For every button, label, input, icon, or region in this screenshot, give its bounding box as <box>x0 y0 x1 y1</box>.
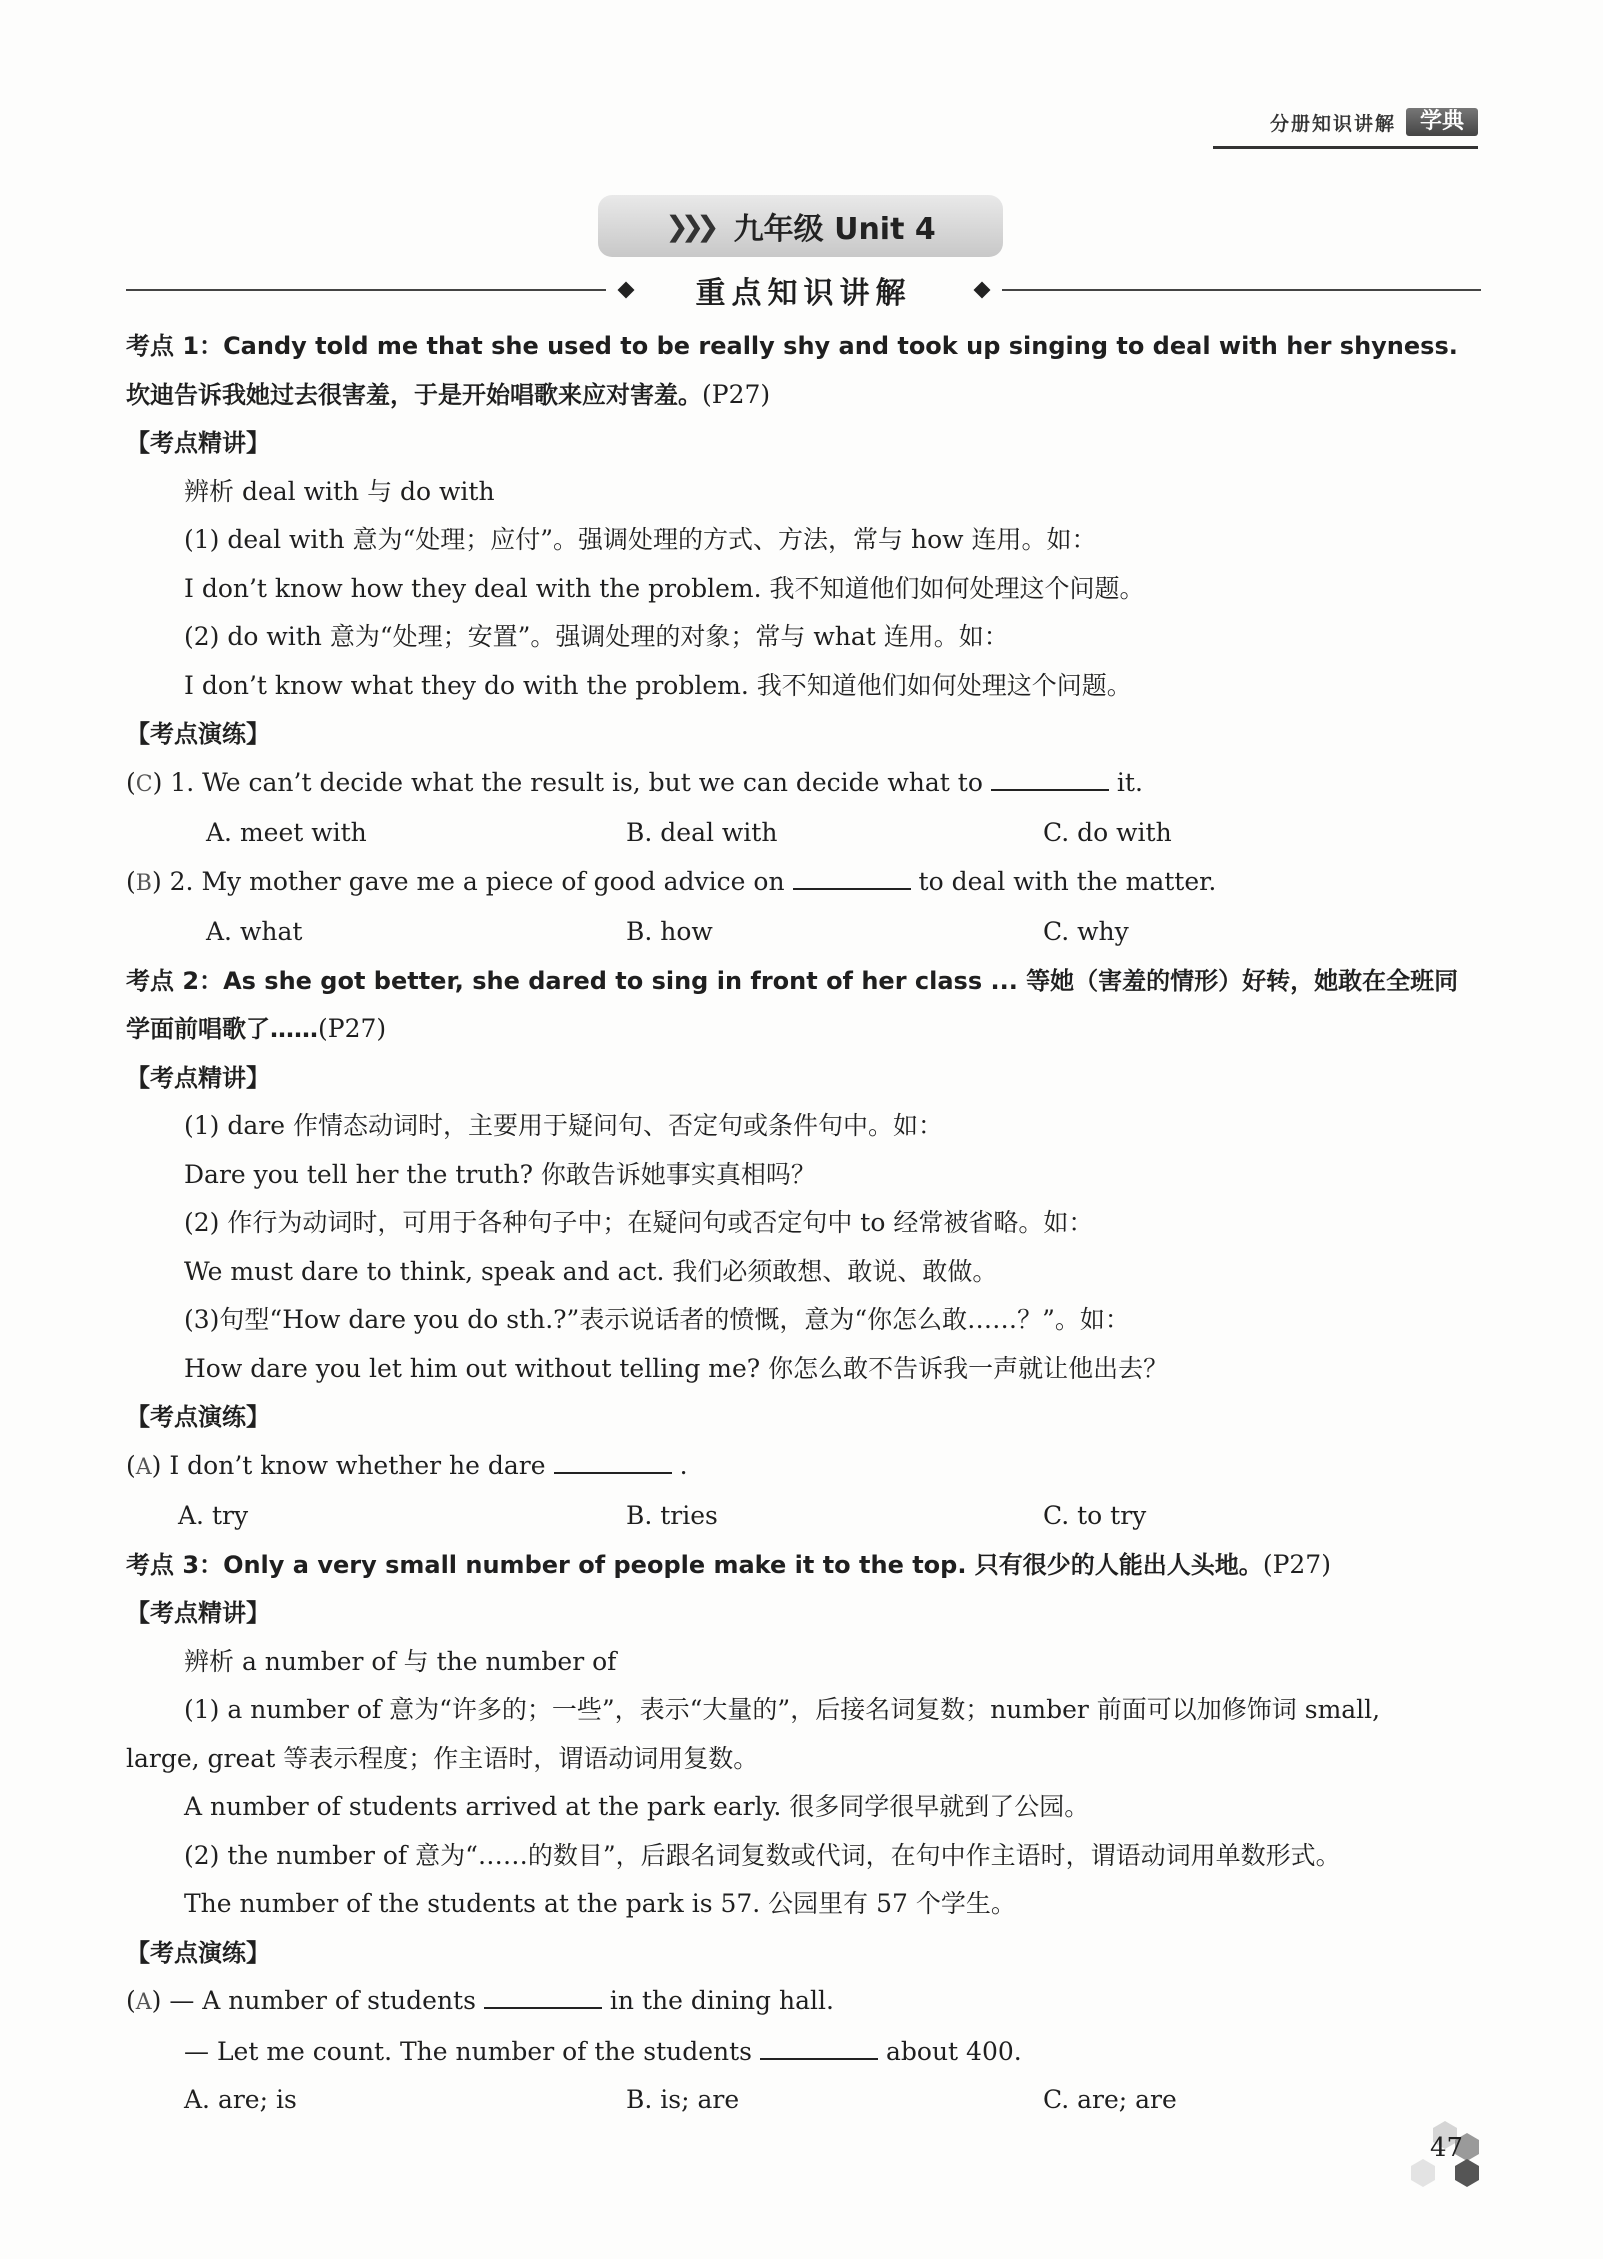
kp3-line: (2) the number of 意为“……的数目”，后跟名词复数或代词，在句中作主语时，谓语动词用单数形式。 <box>184 1840 1341 1870</box>
answer-blank <box>793 864 911 890</box>
kp1-line: I don’t know what they do with the problem. 我不知道他们如何处理这个问题。 <box>184 670 1132 700</box>
kp1-q1: (C) 1. We can’t decide what the result is, but we can decide what to it. <box>126 759 1481 810</box>
option-a: A. try <box>178 1501 249 1530</box>
kp1-line: I don’t know how they deal with the problem. 我不知道他们如何处理这个问题。 <box>184 573 1145 603</box>
kp1-sentence: Candy told me that she used to be really shy and took up singing to deal with her shyness. 坎迪告诉我她过去很害羞，于是开始唱歌来应对害羞。 <box>126 332 1458 409</box>
kp2-line: (1) dare 作情态动词时，主要用于疑问句、否定句或条件句中。如： <box>184 1111 943 1140</box>
kp2-line: We must dare to think, speak and act. 我们必须敢想、敢说、敢做。 <box>184 1256 998 1286</box>
kp2-label: 考点 2： <box>126 966 224 995</box>
kp2-ref: (P27) <box>318 1014 387 1043</box>
kp1-line: 辨析 deal with 与 do with <box>184 476 495 506</box>
kp3-ref: (P27) <box>1262 1549 1331 1579</box>
kp3-q-line1: (A) — A number of students in the dining hall. <box>126 1977 1481 2028</box>
question-text: in the dining hall. <box>609 1986 834 2015</box>
option-c: C. do with <box>1043 818 1172 847</box>
kp1-q2-options <box>126 908 1481 957</box>
page-content <box>126 322 1481 2125</box>
kp3-practice-tag: 【考点演练】 <box>126 1938 270 1967</box>
kp1-q1-options <box>126 809 1481 858</box>
kp3-sentence: Only a very small number of people make it to the top. 只有很少的人能出人头地。 <box>223 1550 1263 1579</box>
divider-right <box>1002 289 1482 291</box>
kp2-line: (2) 作行为动词时，可用于各种句子中；在疑问句或否定句中 to 经常被省略。如： <box>184 1208 1094 1237</box>
kp2-practice-tag: 【考点演练】 <box>126 1403 270 1431</box>
divider-left <box>126 289 606 291</box>
header-rule <box>1213 146 1478 149</box>
kp3-heading <box>126 1541 1481 1590</box>
question-text: — Let me count. The number of the students <box>184 2036 752 2066</box>
kp3-explain-tag: 【考点精讲】 <box>126 1599 270 1627</box>
kp3-line: A number of students arrived at the park early. 很多同学很早就到了公园。 <box>184 1792 1090 1821</box>
option-b: B. tries <box>626 1501 718 1530</box>
answer-mark: C <box>135 771 153 797</box>
section-heading-row <box>126 268 1481 312</box>
diamond-icon <box>973 282 990 299</box>
kp3-q-line2 <box>126 2028 1481 2077</box>
kp2-line: Dare you tell her the truth? 你敢告诉她事实真相吗？ <box>184 1159 816 1189</box>
kp2-line: How dare you let him out without telling me? 你怎么敢不告诉我一声就让他出去？ <box>184 1353 1169 1383</box>
option-a: A. are; is <box>184 2085 297 2114</box>
option-c: C. are; are <box>1043 2085 1177 2114</box>
option-b: B. how <box>626 917 713 946</box>
kp3-line: large, great 等表示程度；作主语时，谓语动词用复数。 <box>126 1743 759 1773</box>
kp2-explain-tag: 【考点精讲】 <box>126 1063 270 1092</box>
answer-blank <box>991 765 1109 791</box>
option-c: C. to try <box>1043 1501 1147 1530</box>
kp1-explain-tag: 【考点精讲】 <box>126 429 270 457</box>
diamond-icon <box>617 282 634 299</box>
question-text: — A number of students <box>169 1986 476 2015</box>
kp1-ref: (P27) <box>702 379 771 409</box>
question-text: 1. We can’t decide what the result is, but we can decide what to <box>170 767 983 797</box>
unit-banner <box>598 195 1003 257</box>
brand-logo: 学典 <box>1406 108 1478 136</box>
kp1-practice-tag: 【考点演练】 <box>126 720 270 748</box>
triple-chevron-icon: ❯❯❯ <box>665 209 712 243</box>
kp1-heading <box>126 322 1481 419</box>
kp2-line: (3)句型“How dare you do sth.?”表示说话者的愤慨，意为“你怎么敢……？”。如： <box>184 1305 1130 1334</box>
answer-mark: A <box>135 1990 152 2015</box>
question-text: to deal with the matter. <box>918 866 1217 896</box>
kp3-line: 辨析 a number of 与 the number of <box>184 1646 617 1676</box>
kp2-sentence: As she got better, she dared to sing in front of her class ... 等她（害羞的情形）好转，她敢在全班同学面前唱歌了…… <box>126 966 1459 1043</box>
kp2-heading <box>126 957 1481 1054</box>
answer-blank <box>554 1448 672 1474</box>
kp3-label: 考点 3： <box>126 1550 224 1579</box>
answer-mark: A <box>135 1454 152 1480</box>
kp1-q2: (B) 2. My mother gave me a piece of good advice on to deal with the matter. <box>126 858 1481 909</box>
answer-mark: B <box>135 870 152 896</box>
page-number: 47 <box>1430 2133 1464 2163</box>
kp3-line: (1) a number of 意为“许多的；一些”，表示“大量的”，后接名词复数；number 前面可以加修饰词 small, <box>184 1695 1381 1724</box>
unit-title: 九年级 Unit 4 <box>733 212 936 247</box>
kp2-q-options <box>126 1492 1481 1541</box>
header-tag <box>1270 108 1478 136</box>
kp3-line: The number of the students at the park is 57. 公园里有 57 个学生。 <box>184 1889 1016 1918</box>
question-text: it. <box>1116 767 1143 797</box>
answer-blank <box>760 2034 878 2060</box>
kp3-q-options <box>126 2076 1481 2125</box>
kp1-line: (1) deal with 意为“处理；应付”。强调处理的方式、方法，常与 how 连用。如： <box>184 525 1097 554</box>
answer-blank <box>484 1983 602 2009</box>
option-a: A. what <box>206 917 303 946</box>
question-text: . <box>679 1450 688 1480</box>
question-text: I don’t know whether he dare <box>169 1450 546 1480</box>
kp1-line: (2) do with 意为“处理；安置”。强调处理的对象；常与 what 连用。如： <box>184 622 1009 651</box>
option-c: C. why <box>1043 917 1129 946</box>
option-b: B. deal with <box>626 818 778 847</box>
option-b: B. is; are <box>626 2085 740 2114</box>
question-text: about 400. <box>886 2036 1022 2066</box>
section-title: 重点知识讲解 <box>695 276 912 311</box>
kp1-label: 考点 1： <box>126 332 224 360</box>
option-a: A. meet with <box>206 818 367 847</box>
question-text: 2. My mother gave me a piece of good advice on <box>169 866 785 896</box>
kp2-q: (A) I don’t know whether he dare . <box>126 1442 1481 1493</box>
header-subtitle: 分册知识讲解 <box>1269 112 1396 135</box>
